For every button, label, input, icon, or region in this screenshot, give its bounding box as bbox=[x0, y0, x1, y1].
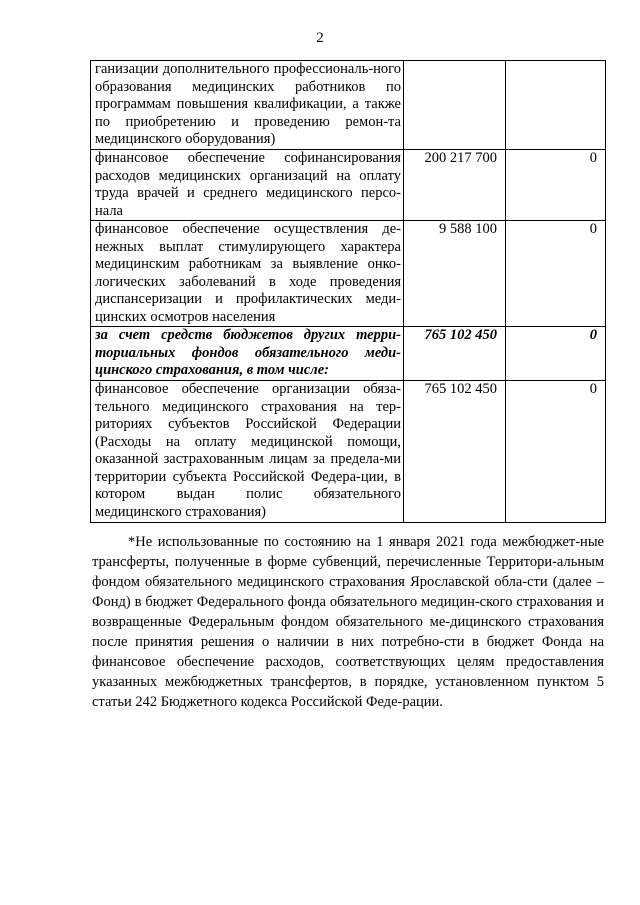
row-amount-secondary bbox=[506, 61, 606, 150]
table-row-subtotal bbox=[91, 327, 606, 381]
row-amount: 765 102 450 bbox=[404, 381, 506, 523]
row-amount-secondary: 0 bbox=[506, 221, 606, 327]
footnote-paragraph: *Не использованные по состоянию на 1 января 2021 года межбюджет-ные трансферты, полученные в форме субвенций, перечисленные Территори-альным фондом обязательного медицинского страхования Ярославской обла-сти (далее – Фонд) в бюджет Федерального фонда обязательного медицин-ского страхования и возвращенные Федеральным фондом обязательного ме-дицинского страхования после принятия решения о наличии в них потребно-сти в бюджет Фонда на финансовое обеспечение расходов, соответствующих целям предоставления указанных межбюджетных трансфертов, в порядке, установленном пунктом 5 статьи 242 Бюджетного кодекса Российской Феде-рации. bbox=[92, 534, 604, 710]
row-description: финансовое обеспечение организации обяза-тельного медицинского страхования на тер-риториях субъектов Российской Федерации (Расходы на оплату медицинской помощи, оказанной застрахованным лицам за предела-ми территории субъекта Российской Федера-ции, в котором выдан полис обязательного медицинского страхования) bbox=[91, 381, 404, 523]
page-number: 2 bbox=[316, 30, 324, 46]
row-amount-secondary: 0 bbox=[506, 327, 606, 381]
budget-table bbox=[90, 60, 606, 523]
row-amount-secondary: 0 bbox=[506, 381, 606, 523]
row-description: за счет средств бюджетов других терри-ториальных фондов обязательного меди-цинского страхования, в том числе: bbox=[91, 327, 404, 381]
row-description: финансовое обеспечение софинансирования расходов медицинских организаций на оплату труда врачей и среднего медицинского персо-нала bbox=[91, 150, 404, 221]
table-row bbox=[91, 150, 606, 221]
row-description: финансовое обеспечение осуществления де-нежных выплат стимулирующего характера медицинским работникам за выявление онко-логических заболеваний в ходе проведения диспансеризации и профилактических меди-цинских осмотров населения bbox=[91, 221, 404, 327]
table-row bbox=[91, 221, 606, 327]
row-amount: 9 588 100 bbox=[404, 221, 506, 327]
table-row bbox=[91, 61, 606, 150]
row-amount: 765 102 450 bbox=[404, 327, 506, 381]
row-amount-secondary: 0 bbox=[506, 150, 606, 221]
table-row bbox=[91, 381, 606, 523]
row-description: ганизации дополнительного профессиональ-ного образования медицинских работников по программам повышения квалификации, а также по приобретению и проведению ремон-та медицинского оборудования) bbox=[91, 61, 404, 150]
row-amount: 200 217 700 bbox=[404, 150, 506, 221]
row-amount bbox=[404, 61, 506, 150]
